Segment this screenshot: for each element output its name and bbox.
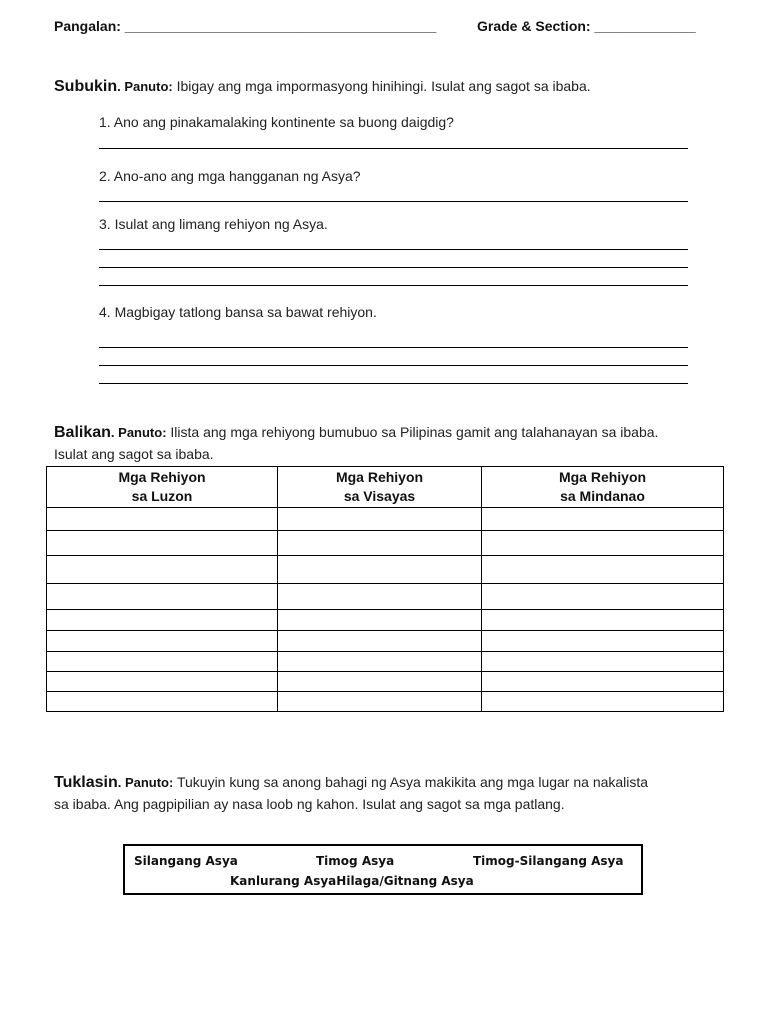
choice-hilaga-gitnang-asya: Hilaga/Gitnang Asya (336, 874, 474, 888)
header-line: Mga Rehiyon (118, 469, 206, 485)
table-cell[interactable] (278, 531, 482, 556)
answer-line (99, 148, 688, 149)
choices-box (123, 844, 643, 895)
table-cell[interactable] (278, 652, 482, 672)
header-line: Mga Rehiyon (335, 469, 424, 485)
subukin-heading (54, 78, 591, 96)
question-2: 2. Ano-ano ang mga hangganan ng Asya? (99, 168, 361, 184)
question-4: 4. Magbigay tatlong bansa sa bawat rehiyon. (99, 304, 377, 320)
table-row (47, 508, 724, 531)
table-cell[interactable] (278, 672, 482, 692)
table-cell[interactable] (482, 692, 724, 712)
table-cell[interactable] (482, 652, 724, 672)
table-cell[interactable] (47, 652, 278, 672)
balikan-heading (54, 424, 658, 442)
table-row (47, 672, 724, 692)
table-cell[interactable] (278, 508, 482, 531)
balikan-title: Balikan (54, 424, 111, 441)
answer-line (99, 285, 688, 286)
balikan-instruction: Ilista ang mga rehiyong bumubuo sa Pilipinas gamit ang talahanayan sa ibaba. (166, 424, 659, 440)
table-header-row (47, 467, 724, 508)
answer-line (99, 249, 688, 250)
choice-kanlurang-asya-text: Kanlurang Asya (230, 874, 337, 888)
tuklasin-instruction-line2: sa ibaba. Ang pagpipilian ay nasa loob ng kahon. Isulat ang sagot sa mga patlang. (54, 796, 565, 812)
table-cell[interactable] (47, 556, 278, 584)
table-cell[interactable] (47, 692, 278, 712)
table-cell[interactable] (482, 531, 724, 556)
table-cell[interactable] (482, 584, 724, 610)
header-line: sa Visayas (343, 488, 416, 504)
subukin-instruction: Ibigay ang mga impormasyong hinihingi. Isulat ang sagot sa ibaba. (172, 78, 591, 94)
subukin-title: Subukin (54, 78, 118, 95)
table-cell[interactable] (278, 692, 482, 712)
table-row (47, 692, 724, 712)
choice-timog-silangang-asya: Timog-Silangang Asya (473, 854, 624, 868)
table-header-mindanao (482, 467, 724, 508)
table-cell[interactable] (47, 631, 278, 652)
table-cell[interactable] (47, 508, 278, 531)
choice-silangang-asya: Silangang Asya (134, 854, 238, 868)
balikan-instruction-line2: Isulat ang sagot sa ibaba. (54, 446, 214, 462)
table-row (47, 584, 724, 610)
choice-kanlurang-asya (230, 874, 474, 888)
table-cell[interactable] (278, 556, 482, 584)
balikan-panuto-label: . Panuto: (110, 425, 167, 440)
tuklasin-instruction: Tukuyin kung sa anong bahagi ng Asya makikita ang mga lugar na nakalista (173, 774, 649, 790)
answer-line (99, 267, 688, 268)
name-field-label: Pangalan: ________________________________________ (54, 18, 437, 34)
subukin-panuto-label: . Panuto: (117, 79, 173, 94)
question-3: 3. Isulat ang limang rehiyon ng Asya. (99, 216, 328, 232)
table-row (47, 652, 724, 672)
table-row (47, 531, 724, 556)
table-cell[interactable] (278, 610, 482, 631)
answer-line (99, 347, 688, 348)
table-cell[interactable] (482, 556, 724, 584)
table-row (47, 631, 724, 652)
table-cell[interactable] (482, 672, 724, 692)
question-1: 1. Ano ang pinakamalaking kontinente sa buong daigdig? (99, 114, 454, 130)
table-cell[interactable] (278, 631, 482, 652)
table-row (47, 610, 724, 631)
answer-line (99, 383, 688, 384)
tuklasin-title: Tuklasin (54, 774, 118, 791)
table-cell[interactable] (47, 610, 278, 631)
table-cell[interactable] (47, 584, 278, 610)
table-row (47, 556, 724, 584)
choice-timog-asya: Timog Asya (316, 854, 395, 868)
table-header-visayas (278, 467, 482, 508)
regions-table (46, 466, 724, 712)
table-cell[interactable] (482, 610, 724, 631)
table-cell[interactable] (278, 584, 482, 610)
grade-section-field-label: Grade & Section: _____________ (477, 18, 696, 34)
table-cell[interactable] (482, 508, 724, 531)
header-line: sa Luzon (131, 488, 193, 504)
table-cell[interactable] (47, 672, 278, 692)
table-cell[interactable] (482, 631, 724, 652)
header-line: sa Mindanao (560, 488, 645, 504)
table-header-luzon (47, 467, 278, 508)
answer-line (99, 365, 688, 366)
tuklasin-heading (54, 774, 648, 792)
answer-line (99, 201, 688, 202)
header-line: Mga Rehiyon (558, 469, 647, 485)
table-cell[interactable] (47, 531, 278, 556)
tuklasin-panuto-label: . Panuto: (117, 775, 174, 790)
